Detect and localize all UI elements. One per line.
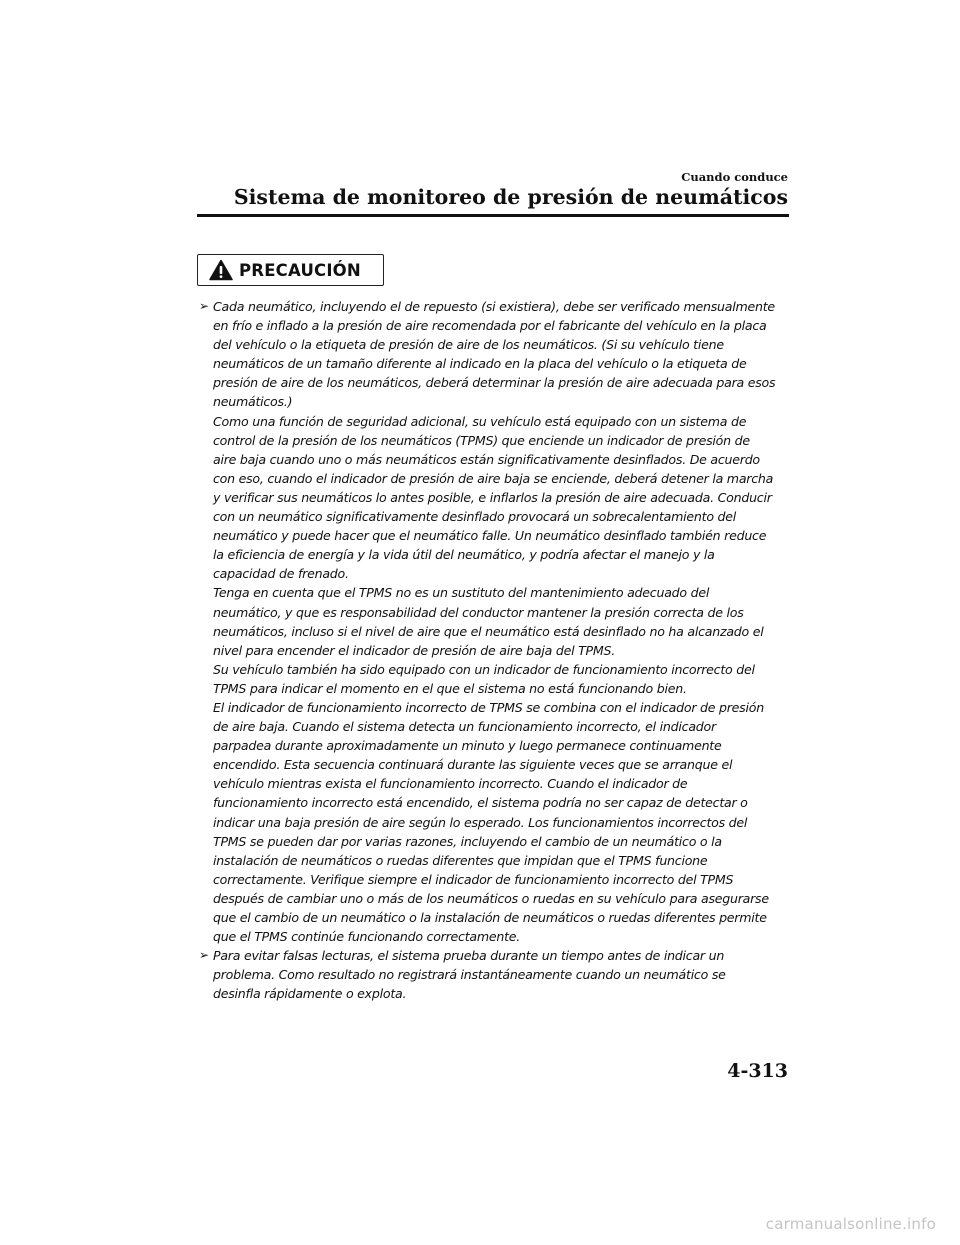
arrow-bullet-icon: ➢ xyxy=(199,299,210,313)
caution-item-false-readings xyxy=(199,946,791,1003)
text-line: la eficiencia de energía y la vida útil del neumático, y podría afectar el manejo y la xyxy=(213,547,715,563)
text-line: Como una función de seguridad adicional, su vehículo está equipado con un sistema de xyxy=(213,413,747,429)
text-line: correctamente. Verifique siempre el indicador de funcionamiento incorrecto del TPMS xyxy=(213,871,734,887)
caution-banner xyxy=(197,254,384,286)
text-line: de aire baja. Cuando el sistema detecta un funcionamiento incorrecto, el indicador xyxy=(213,719,716,735)
text-line: parpadea durante aproximadamente un minuto y luego permanece continuamente xyxy=(213,738,722,754)
text-line: después de cambiar uno o más de los neumáticos o ruedas en su vehículo para asegurarse xyxy=(213,890,769,906)
text-line: neumático, y que es responsabilidad del conductor mantener la presión correcta de los xyxy=(213,604,744,620)
text-line: del vehículo o la etiqueta de presión de aire de los neumáticos. (Si su vehículo tiene xyxy=(213,337,724,353)
text-line: que el TPMS continúe funcionando correctamente. xyxy=(213,929,521,945)
caution-item-text xyxy=(213,297,791,946)
text-line: desinfla rápidamente o explota. xyxy=(213,986,407,1002)
text-line: con eso, cuando el indicador de presión de aire baja se enciende, deberá detener la marcha xyxy=(213,470,774,486)
text-line: capacidad de frenado. xyxy=(213,566,349,582)
text-line: encendido. Esta secuencia continuará durante las siguiente veces que se arranque el xyxy=(213,757,733,773)
caution-label: PRECAUCIÓN xyxy=(239,260,361,280)
text-line: Tenga en cuenta que el TPMS no es un sustituto del mantenimiento adecuado del xyxy=(213,585,710,601)
text-line: problema. Como resultado no registrará instantáneamente cuando un neumático se xyxy=(213,967,726,983)
arrow-bullet-icon: ➢ xyxy=(199,948,210,962)
text-line: indicar una baja presión de aire según lo esperado. Los funcionamientos incorrectos del xyxy=(213,814,748,830)
text-line: nivel para encender el indicador de presión de aire baja del TPMS. xyxy=(213,642,615,658)
header-divider xyxy=(197,214,789,217)
text-line: vehículo mientras exista el funcionamiento incorrecto. Cuando el indicador de xyxy=(213,776,688,792)
text-line: El indicador de funcionamiento incorrecto de TPMS se combina con el indicador de presión xyxy=(213,699,764,715)
text-line: neumáticos.) xyxy=(213,394,293,410)
text-line: funcionamiento incorrecto está encendido, el sistema podría no ser capaz de detectar o xyxy=(213,795,748,811)
caution-item-text xyxy=(213,946,791,1003)
text-line: Cada neumático, incluyendo el de repuesto (si existiera), debe ser verificado mensualmente xyxy=(213,299,775,314)
text-line: aire baja cuando uno o más neumáticos están significativamente desinflados. De acuerdo xyxy=(213,451,760,467)
text-line: instalación de neumáticos o ruedas diferentes que impidan que el TPMS funcione xyxy=(213,852,708,868)
watermark: carmanualsonline.info xyxy=(765,1215,936,1233)
section-title: Sistema de monitoreo de presión de neumáticos xyxy=(233,185,788,209)
text-line: control de la presión de los neumáticos (TPMS) que enciende un indicador de presión de xyxy=(213,432,750,448)
page-number: 4-313 xyxy=(727,1060,788,1082)
text-line: y verificar sus neumáticos lo antes posible, e inflarlos la presión de aire adecuada. Conducir xyxy=(213,489,772,505)
chapter-heading: Cuando conduce xyxy=(681,170,788,184)
text-line: TPMS se pueden dar por varias razones, incluyendo el cambio de un neumático o la xyxy=(213,833,722,849)
text-line: presión de aire de los neumáticos, deberá determinar la presión de aire adecuada para esos xyxy=(213,375,776,391)
warning-triangle-icon xyxy=(209,259,233,281)
text-line: neumáticos de un tamaño diferente al indicado en la placa del vehículo o la etiqueta de xyxy=(213,356,747,372)
text-line: Para evitar falsas lecturas, el sistema prueba durante un tiempo antes de indicar un xyxy=(213,948,725,963)
caution-item-tpms-check xyxy=(199,297,791,946)
text-line: neumático y puede hacer que el neumático falle. Un neumático desinflado también reduce xyxy=(213,528,767,544)
text-line: que el cambio de un neumático o la instalación de neumáticos o ruedas diferentes permite xyxy=(213,910,767,925)
text-line: TPMS para indicar el momento en el que el sistema no está funcionando bien. xyxy=(213,680,687,696)
text-line: con un neumático significativamente desinflado provocará un sobrecalentamiento del xyxy=(213,509,737,525)
text-line: en frío e inflado a la presión de aire recomendada por el fabricante del vehículo en la placa xyxy=(213,318,767,334)
text-line: neumáticos, incluso si el nivel de aire que el neumático está desinflado no ha alcanzado el xyxy=(213,623,764,639)
text-line: Su vehículo también ha sido equipado con un indicador de funcionamiento incorrecto del xyxy=(213,661,755,677)
